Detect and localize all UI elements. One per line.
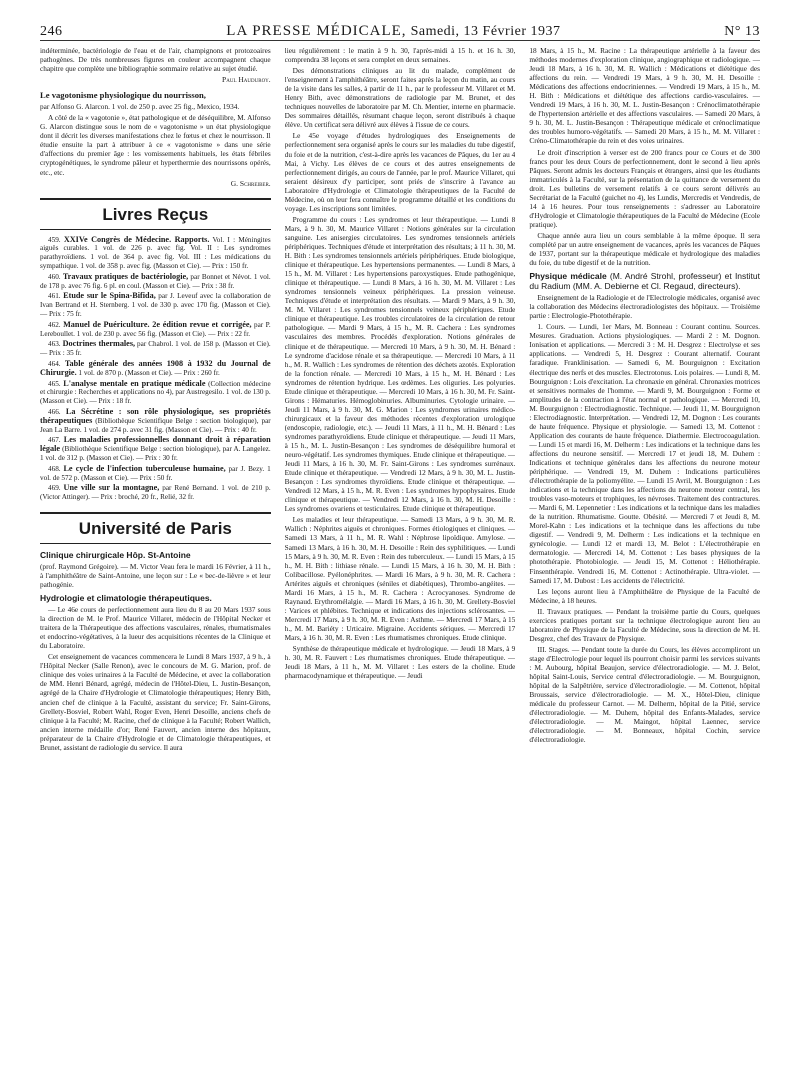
notice-text: Le 45e voyage d'études hydrologiques des Enseignements de perfectionnement sera organisé après le cours sur les maladies du tube digestif, du foie et de la nutrition, c'est-à-dire après les vacances de Pâques, du 1er au 4 Mai, à Vichy. Les élèves de ce cours et des autres enseignements de perfectionnement dirigés, au cours de l'année, par le prof. Maurice Villaret, qui seraient désireux d'y participer, sont priés de s'inscrire à l'avance au Laboratoire d'Hydrologie et Climatologie thérapeutiques de la Faculté de Médecine, où on leur fera connaître le programme détaillé et les conditions du voyage. Les inscriptions sont limitées. (284, 131, 516, 213)
notice-text: Les leçons auront lieu à l'Amphithéâtre de Physique de la Faculté de Médecine, à 18 heures. (529, 586, 761, 605)
book-title: Le cycle de l'infection tuberculeuse humaine, (63, 463, 226, 473)
book-number: 461. (48, 292, 64, 301)
book-details: (Collection médecine et chirurgie : Recherches et applications no 4), par Austregesilo. 1 vol. de 130 p. (Masson et Cie). — Prix : 18 fr. (40, 379, 271, 406)
review-text: indéterminée, bactériologie de l'eau et de l'air, champignons et protozoaires pathogènes. De très nombreuses figures en couleur accompagnent chaque chapitre que complète une bibliographie sommaire relative au sujet étudié. (40, 46, 271, 74)
book-number: 460. (48, 272, 63, 281)
review-signature: Paul Hauduroy. (222, 75, 271, 85)
book-number: 463. (48, 340, 63, 349)
notice-title (529, 271, 760, 291)
journal-title: LA PRESSE MÉDICALE, (226, 23, 407, 39)
book-title: L'analyse mentale en pratique médicale (63, 378, 206, 388)
book-title: Travaux pratiques de bactériologie, (62, 271, 189, 281)
course-program: Programme du cours : Les syndromes et leur thérapeutique. — Lundi 8 Mars, à 9 h. 30, M. Maurice Villaret : Notions générales sur la circulation sanguine. Les anisergies circulatoires. Les syndromes tensionnels artériels périphériques. Techniques d'étude et interprétation des résultats; à 11 h. 30, M. H. Bith : Les syndromes tensionnels artériels périphériques. Etude biologique, clinique et thérapeutique. Les hypertensions permanentes. — Lundi 8 Mars, à 15 h., M. M. Villaret : Les hypertensions paroxystiques. Etude pathogénique, clinique et thérapeutique. — Lundi 8 Mars, à 16 h. 30, M. M. Villaret : Les syndromes tensionnels veineux périphériques. La pression veineuse. Techniques d'étude et interprétation des résultats. — Mardi 9 Mars, à 9 h. 30, M. M. Villaret : Les syndromes tensionnels veineux périphériques. Etude clinique et thérapeutique. Les troubles circulatoires de la circulation de retour pathologique. — Mardi 9 Mars, à 15 h., M. R. Cachera : Les syndromes vasculaires des membres. Procédés d'exploration. Notions générales de clinique et de thérapeutique. — Mercredi 10 Mars, à 9 h. 30, M. H. Bénard : Le syndrome d'acidose rénale et sa thérapeutique. — Mercredi 10 Mars, à 11 h., M. R. Wallich : Les syndromes de rétention des déchets azotés. Exploration de la fonction rénale. — Mercredi 10 Mars, à 15 h., M. H. Bénard : Les syndromes de rétention hydrique. Les œdèmes. Les oliguries. Les polyuries. Etude clinique et thérapeutique. — Mercredi 10 Mars, à 16 h. 30, M. Fr. Saint-Girons : Hématuries. Hémoglobinuries. Albuminuries. Cytologie urinaire. — Jeudi 11 Mars, à 9 h. 30, M. G. Marion : Les syndromes urinaires médico-chirurgicaux et la faveur des méthodes récentes d'exploration urologique (endoscopie, radiologie, etc.). — Jeudi 11 Mars, à 11 h., M. H. Bénard : Les syndromes parathyroïdiens. Etude clinique et thérapeutique. — Jeudi 11 Mars, à 15 h., M. L. Justin-Besançon : Les syndromes de déséquilibre humoral et neuro-végétatif. Les syndromes thymiques. Etude clinique et thérapeutique. — Jeudi 11 Mars, à 16 h. 30, M. Fr. Saint-Girons : Les syndromes surrénaux. Etude clinique et thérapeutique. — Vendredi 12 Mars, à 9 h. 30, M. L. Justin-Besançon : Les syndromes thyroïdiens. Etude clinique et thérapeutique. — Vendredi 12 Mars, à 15 h., M. R. Even : Les syndromes hypophysaires. Etude clinique et thérapeutique. — Vendredi 12 Mars, à 16 h. 30, M. H. Desoille : Les syndromes ovariens et testiculaires. Etude clinique et thérapeutique. (284, 214, 516, 514)
book-details: par J. Bezy. 1 vol. de 572 p. (Masson et Cie). — Prix : 50 fr. (40, 464, 271, 482)
review-signature: G. Schreiber. (230, 178, 271, 188)
review-title: Le vagotonisme physiologique du nourrisson, (40, 90, 206, 101)
book-entry (40, 340, 271, 358)
journal-title-line (226, 23, 560, 40)
book-entry (40, 360, 271, 378)
notice-title-main: Physique médicale (529, 271, 607, 282)
book-details: Vol. I : Méningites aiguës curables. 1 vol. de 226 p. avec fig. Vol. II : Les syndromes parathyroïdiens. 1 vol. de 364 p. avec fig. Vol. III : Les médications du sympathique. 1 vol. de 358 p. avec fig. (Masson et Cie). — Prix : 150 fr. (40, 235, 271, 270)
book-number: 459. (48, 235, 64, 244)
book-title: La Sécrétine : son rôle physiologique, ses propriétés thérapeutiques (40, 406, 271, 425)
book-number: 466. (48, 407, 66, 416)
notice-text: — Le 46e cours de perfectionnement aura lieu du 8 au 20 Mars 1937 sous la direction de M. le Prof. Maurice Villaret, médecin de l'Hôpital Necker et traitera de la Thérapeutique des affections vasculaires, rénales, rhumatismales et endocrino-végétatives, à la lueur des acquisitions récentes de la Clinique et du Laboratoire. (40, 605, 271, 651)
notice-text: lieu régulièrement : le matin à 9 h. 30, l'après-midi à 15 h. et 16 h. 30, comprendra 38 leçons et sera complet en deux semaines. (284, 46, 516, 65)
book-details: par P. Lereboullet. 1 vol. de 230 p. avec 56 fig. (Masson et Cie). — Prix : 22 fr. (40, 320, 271, 338)
notice-title: Hydrologie et climatologie thérapeutiques. (40, 593, 212, 604)
book-details: par Chabrol. 1 vol. de 158 p. (Masson et Cie). — Prix : 35 fr. (40, 340, 271, 358)
notice-text: Des démonstrations cliniques au lit du malade, complément de l'enseignement à l'amphithéâtre, seront faites après la leçon du matin, au cours de la visite dans les salles, à partir de 11 h., par le professeur M. Villaret et M. Henry Bith, avec démonstrations de radiologie par M. Brunet, et des techniques nouvelles de laboratoire par M. Ch. Mentier, interne en pharmacie. Des sommaires détaillés, résumant chaque leçon, seront distribués à chaque élève. Un certificat sera délivré aux élèves à l'issue de ce cours. (284, 66, 516, 130)
book-entry (40, 436, 271, 462)
book-entry (40, 321, 271, 339)
review-text: A côté de la « vagotonie », état pathologique et de déséquilibre, M. Alfonso G. Alarcon distingue sous le nom de « vagotonisme » un état physiologique dont il décrit les diverses manifestations chez le fœtus et chez le nourrisson. Il étudie ensuite la part à attribuer à ce « vagotonisme » dans une série d'affections du premier âge : les vomissements habituels, les états fébriles cryptogénétiques, le syndrome pâleur et hyperthermie des nourrissons opérés, etc., etc. (40, 113, 271, 177)
book-title: Etude sur le Spina-Bifida, (63, 291, 156, 301)
course-program: 18 Mars, à 15 h., M. Racine : La thérapeutique artérielle à la faveur des méthodes modernes d'exploration clinique, angiographique et radiologique. — Jeudi 18 Mars, à 16 h. 30, M. R. Wallich : Médications et diététique des affections du rein. — Vendredi 19 Mars, à 9 h. 30, M. H. Desoille : Médications des affections endocriniennes. — Vendredi 19 Mars, à 15 h., M. H. Bith : Médications et diététique des affections cardio-vasculaires. — Vendredi 19 Mars, à 16 h. 30, M. L. Justin-Besançon : Crénoclimatothérapie de l'hypertension artérielle et des affections vasculaires. — Samedi 20 Mars, à 9 h. 30, M. L. Justin-Besançon : Thérapeutique médicale et crénoclimatique des troubles humoro-végétatifs. — Samedi 20 Mars, à 15 h., M. M. Villaret : Créno-Climatothérapie du rein et des voies urinaires. (529, 46, 761, 146)
notice-title-rest: (M. André Strohl, professeur) et Institut du Radium (529, 271, 760, 292)
notice-title: Clinique chirurgicale Hôp. St-Antoine (40, 549, 191, 560)
book-details: par René Bernand. 1 vol. de 210 p. (Victor Attinger). — Prix : broché, 20 fr., Relié, 32 fr. (40, 484, 271, 502)
book-entry (40, 408, 271, 434)
book-entry (40, 236, 271, 271)
book-number: 469. (48, 484, 64, 493)
book-title: Une ville sur la montagne, (63, 483, 160, 493)
section-heading-livres: Livres Reçus (40, 198, 271, 230)
column-3 (529, 46, 760, 1072)
article-columns (40, 46, 760, 1072)
book-number: 462. (48, 320, 64, 329)
notice-text: Cet enseignement de vacances commencera le Lundi 8 Mars 1937, à 9 h., à l'Hôpital Necker (Salle Renon), avec le concours de M. G. Marion, prof. de clinique des voies urinaires à la Faculté de Médecine, et avec la collaboration de MM. Henri Bénard, agrégé, médecin de l'Hôtel-Dieu, L. Justin-Besançon, agrégé de la Chaire d'Hydrologie et Climatologie thérapeutiques; Henry Bith, ancien chef de clinique à la Faculté, assistant du service; Fr. Saint-Girons, Grellety-Bosviel, Robert Wahl, Roger Even, Henri Desoille, anciens chefs de clinique à la Faculté; M. Racine, chef de clinique à la Faculté; Robert Wallich, ancien interne médaille d'or; René Fauvert, ancien interne des hôpitaux, préparateur de la Chaire d'Hydrologie et de Climatologie thérapeutiques, et Brunet, assistant de radiologie du service. Il aura (40, 652, 271, 752)
book-details: par Bonnet et Névot. 1 vol. de 178 p. avec 76 fig. 6 pl. en coul. (Masson et Cie). — Prix : 38 fr. (40, 272, 271, 290)
notice-text: Enseignement de la Radiologie et de l'Electrologie médicales, organisé avec la collaboration des Médecins électroradiologistes des hôpitaux. — Troisième partie : Electrologie-Photothérapie. (529, 293, 761, 321)
issue-date: Samedi, 13 Février 1937 (410, 24, 561, 39)
book-details: (Bibliothèque Scientifique Belge : section biologique), par Jean La Barre. 1 vol. de 274 p. avec 31 fig. (Masson et Cie). — Prix : 40 fr. (40, 416, 271, 434)
book-number: 467. (48, 436, 64, 445)
book-entry (40, 273, 271, 291)
book-entry (40, 292, 271, 318)
book-number: 465. (48, 379, 64, 388)
book-title: XXIVe Congrès de Médecine. Rapports. (63, 234, 210, 244)
book-title: Manuel de Puériculture. 2e édition revue et corrigée, (63, 319, 252, 329)
column-2 (285, 46, 516, 1072)
book-title: Table générale des années 1908 à 1932 du Journal de Chirurgie. (40, 358, 271, 377)
course-program: Synthèse de thérapeutique médicale et hydrologique. — Jeudi 18 Mars, à 9 h. 30, M. R. Fauvert : Les rhumatismes chroniques. Etude thérapeutique. — Jeudi 18 Mars, à 11 h., M. M. Villaret : Les esters de la choline. Etude pharmacodynamique et thérapeutique. — Jeudi (284, 644, 516, 681)
book-entry (40, 380, 271, 406)
book-title: Doctrines thermales, (62, 339, 136, 349)
review-reference: par Alfonso G. Alarcon. 1 vol. de 250 p. avec 25 fig., Mexico, 1934. (40, 102, 240, 112)
book-details: (Bibliothèque Scientifique Belge : section biologique), par A. Langelez. 1 vol. de 312 p. (Masson et Cie). — Prix : 30 fr. (40, 445, 271, 462)
book-entry (40, 484, 271, 502)
book-number: 464. (48, 359, 65, 368)
book-title: Les maladies professionnelles donnant droit à réparation légale (40, 435, 271, 454)
section-heading-universite: Université de Paris (40, 512, 271, 544)
book-details: par J. Leveuf avec la collaboration de Ivan Bertrand et H. Sternberg. 1 vol. de 330 p. avec 170 fig. (Masson et Cie). — Prix : 75 fr. (40, 292, 271, 318)
book-entry (40, 465, 271, 483)
page-header (40, 14, 760, 41)
notice-text: Le droit d'inscription à verser est de 200 francs pour ce Cours et de 300 francs pour les deux Cours de perfectionnement, dont le second à lieu après Pâques. Seront admis les docteurs Français et étrangers, ainsi que les étudiants immatriculés à la Faculté, sur la présentation de la quittance de versement du droit. Les bulletins de versement relatifs à ce cours seront délivrés au Secrétariat de la Faculté (guichet no 4), les Lundis, Mercredis et Vendredis, de 14 à 16 heures. Pour tous renseignements : s'adresser au Laboratoire d'Hydrologie et Climatologie thérapeutiques de la Faculté de Médecine (Ecole pratique). (529, 147, 761, 229)
notice-text: II. Travaux pratiques. — Pendant la troisième partie du Cours, quelques exercices pratiques portant sur la technique électrologique auront lieu au laboratoire de Physique de la Faculté de Médecine, sous la direction de M. H. Desgrez, chef des Travaux de Physique. (529, 606, 761, 643)
notice-text: (prof. Raymond Grégoire). — M. Victor Veau fera le mardi 16 Février, à 11 h., à l'amphithéâtre de Saint-Antoine, une leçon sur : Le « bec-de-lièvre » et leur pathogénie. (40, 561, 271, 590)
notice-text: Chaque année aura lieu un cours semblable à la même époque. Il sera complété par un autre enseignement de vacances, après les vacances de Pâques de 1937, portant sur la thérapeutique médicale et hydrologique des maladies du foie, du tube digestif et de la nutrition. (529, 230, 761, 268)
notice-text: III. Stages. — Pendant toute la durée du Cours, les élèves accompliront un stage d'Electrologie pour lequel ils pourront choisir parmi les services suivants : M. Aubourg, hôpital Beaujon, service d'électroradiologie. — M. J. Belot, hôpital Saint-Louis, Service central d'électroradiologie. — M. Bourguignon, hôpital de la Salpêtrière, service d'électroradiologie. — M. Cottenot, hôpital Broussais, service d'électroradiologie. — M. X., Hôtel-Dieu, clinique médicale du professeur Carnot. — M. Delherm, hôpital de la Pitié, service d'électroradiologie. — M. Duhem, hôpital des Enfants-Malades, service d'électroradiologie. — M. Maingot, hôpital Laennec, service d'électroradiologie. — M. Bonneaux, hôpital Cochin, service d'électroradiologie. (529, 644, 761, 745)
book-number: 468. (48, 464, 64, 473)
book-details: 1 vol. de 870 p. (Masson et Cie). — Prix : 260 fr. (76, 368, 220, 377)
book-list (40, 236, 271, 502)
column-1 (40, 46, 271, 1072)
course-program: 1. Cours. — Lundi, 1er Mars, M. Bonneau : Courant continu. Sources. Mesures. Graduation. Actions physiologiques. — Mardi 2 : M. Dognon. Ionisation et applications. — Mercredi 3 : M. H. Desgrez : Electrolyse et ses applications. — Vendredi 5, H. Desgrez : Courant alternatif. Courant faradique. Franklinisation. — Samedi 6, M. Bourguignon : Excitation électrique des nerfs et des muscles. Electrotonus. Lois polaires. — Lundi 8, M. Bourguignon : Lois d'excitation. La chronaxie en général. Chronaxies motrices et sensitives normales de l'homme. — Mardi 9, M. Bourguignon : Forme et amplitudes de la contraction à l'état normal et pathologique. — Mercredi 10, M. Bourguignon : Electrodiagnostic. Technique. — Jeudi 11, M. Bourguignon : Electrodiagnostic. Interprétation. — Vendredi 12, M. Dognon : Les courants de haute fréquence. Physique et physiologie. — Samedi 13, M. Cottenot : Application des courants de haute fréquence. Diathermie. Electrocoagulation. — Lundi 15 et mardi 16, M. Delherm : Les indications et la technique dans les affections du neurone sensitif. — Mercredi 17 et jeudi 18, M. Duhem : Indications et technique générales dans les affections du neurone moteur périphérique. — Vendredi 19, M. Duhem : Indications particulières d'électrothérapie de la poliomyélite. — Lundi 15 Avril, M. Bourguignon : Les indications et la technique dans les affections du neurone moteur central, les troubles vaso-moteurs et trophiques, les névroses. Traitement des contractures. — Mardi 6, M. Lepennetier : Les indications et la technique dans les maladies de la nutrition. Rhumatisme. Goutte. Obésité. — Mercredi 7 et Jeudi 8, M. Morel-Kahn : Les indications et la technique dans les affections du tube digestif. — Vendredi 9, M. Delherm : Les indications et la technique en gynécologie. — Lundi 12 et mardi 13, M. Belot : L'électrothérapie en dermatologie. — Mercredi 14, M. Cottenot : Les bases physiques de la photothérapie. Photobiologie. — Jeudi 15, M. Cottenot : Héliothérapie. Finsenthérapie. Vendredi 16, M. Cottenot : Actinothérapie. Ultra-violet. — Samedi 17, M. Dubost : Les accidents de l'électricité. (529, 322, 761, 585)
course-program: Les maladies et leur thérapeutique. — Samedi 13 Mars, à 9 h. 30, M. R. Wallich : Néphrites aiguës et chroniques. Formes étiologiques et cliniques. — Samedi 13 Mars, à 11 h., M. R. Wahl : Néphrose lipoïdique. Amylose. — Samedi 13 Mars, à 16 h. 30, M. H. Desoille : Rein des syphilitiques. — Lundi 15 Mars, à 9 h. 30, M. R. Even : Rein des tuberculeux. — Lundi 15 Mars, à 15 h., M. H. Bith : lithiase rénale. — Lundi 15 Mars, à 16 h. 30, M. H. Bith : Colibacillose. Pyélonéphrites. — Mardi 16 Mars, à 9 h. 30, M. R. Cachera : Artérites aiguës et chroniques (séniles et diabétiques), Thrombo-angéites. — Mardi 16 Mars, à 15 h., M. R. Cachera : Acrocyanoses. Syndrome de Raynaud. Erythromélalgie. — Mardi 16 Mars, à 16 h. 30, M. Grellety-Bosviel : Varices et phlébites. Technique et indications des injections sclérosantes. — Mercredi 17 Mars, à 9 h. 30, M. R. Even : Asthme. — Mercredi 17 Mars, à 15 h., M. M. Bariéty : Urticaire. Migraine. Accidents sériques. — Mercredi 17 Mars, à 16 h. 30, M. R. Even : Les rhumatismes chroniques. Etude clinique. (284, 515, 516, 642)
notice-title-end: (MM. A. Debierne et Cl. Regaud, directeurs). (572, 281, 741, 292)
page-number: 246 (40, 24, 63, 39)
issue-number: N° 13 (724, 24, 760, 39)
